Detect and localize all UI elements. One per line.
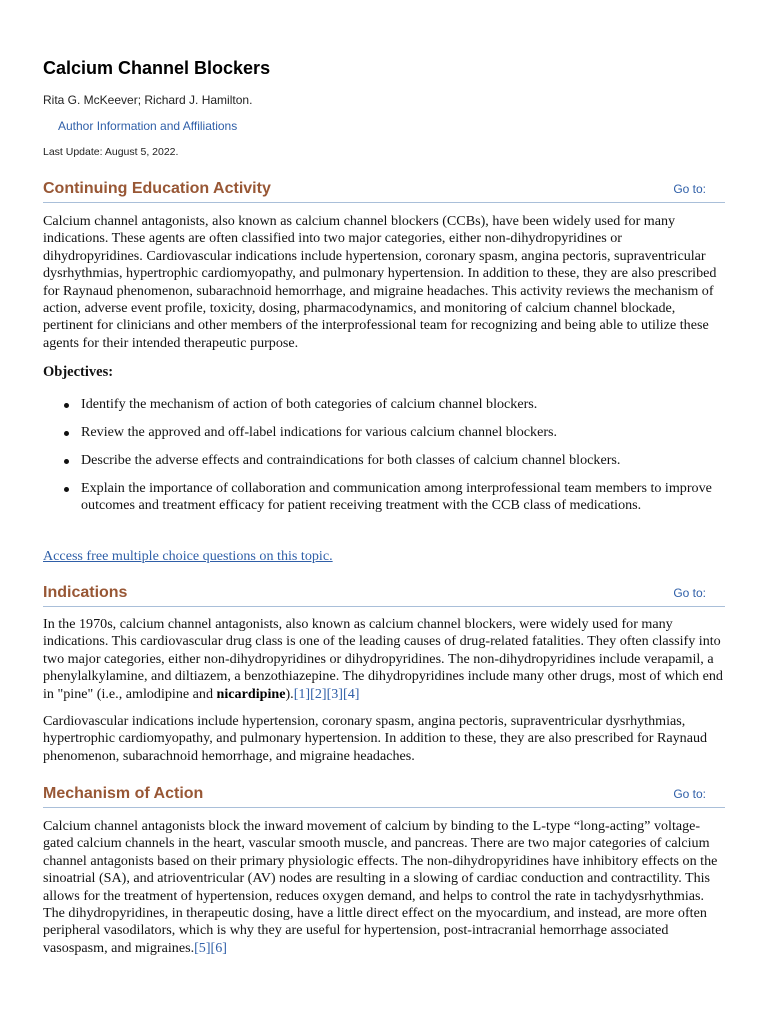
section-heading-continuing-education: Continuing Education Activity: [43, 180, 271, 197]
goto-link-mechanism[interactable]: Go to:: [673, 787, 706, 801]
goto-link-continuing-education[interactable]: Go to:: [673, 182, 706, 196]
objective-item: Describe the adverse effects and contraindications for both classes of calcium channel blockers.: [43, 452, 725, 469]
citation-link[interactable]: [3]: [326, 685, 343, 702]
objective-item: Explain the importance of collaboration and communication among interprofessional team members to improve outcomes and treatment efficacy for patient receiving treatment with the CCB class of medications.: [43, 480, 725, 515]
objective-item: Identify the mechanism of action of both categories of calcium channel blockers.: [43, 396, 725, 413]
last-update: Last Update: August 5, 2022.: [43, 146, 179, 158]
citation-link[interactable]: [6]: [210, 939, 227, 956]
objective-item: Review the approved and off-label indications for various calcium channel blockers.: [43, 424, 725, 441]
citation-link[interactable]: [4]: [343, 685, 360, 702]
nicardipine-bold: nicardipine: [216, 685, 286, 702]
citation-link[interactable]: [5]: [194, 939, 211, 956]
objectives-label: Objectives:: [43, 364, 114, 380]
section-header-indications: [43, 584, 725, 607]
citation-link[interactable]: [1]: [293, 685, 311, 702]
section-header-mechanism: [43, 785, 725, 808]
section-header-continuing-education: [43, 180, 725, 203]
indications-text: In the 1970s, calcium channel antagonists, also known as calcium channel blockers, were widely used for many indications. This cardiovascular drug class is one of the leading causes of drug-related fatalities. They often classify into two major categories, either non-dihydropyridines or dihydropyridines. The non-dihydropyridines include verapamil, a phenylalkylamine, and diltiazem, a benzothiazepine. The dihydropyridines include many other drugs, most of which end in "pine" (i.e., amlodipine and: [43, 616, 723, 702]
objectives-list: [43, 396, 725, 525]
citation-link[interactable]: [2]: [310, 685, 327, 702]
section-heading-indications: Indications: [43, 584, 128, 601]
indications-paragraph-2: Cardiovascular indications include hypertension, coronary spasm, angina pectoris, supraventricular dysrhythmias, hypertrophic cardiomyopathy, and pulmonary hypertension. In addition to these, they are also prescribed for Raynaud phenomenon, subarachnoid hemorrhage, and migraine headaches.: [43, 713, 708, 764]
mcq-link[interactable]: Access free multiple choice questions on this topic.: [43, 548, 333, 564]
authors: Rita G. McKeever; Richard J. Hamilton.: [43, 93, 253, 107]
page-title: Calcium Channel Blockers: [43, 58, 271, 78]
mechanism-text: Calcium channel antagonists block the inward movement of calcium by binding to the L-type “long-acting” voltage-gated calcium channels in the heart, vascular smooth muscle, and pancreas. There are two major categories of calcium channel antagonists based on their primary physiologic effects. The non-dihydropyridines have inhibitory effects on the sinoatrial (SA), and atrioventricular (AV) nodes are resulting in a slowing of cardiac conduction and contractility. This allows for the treatment of hypertension, reduces oxygen demand, and helps to control the rate in tachydysrhythmias. The dihydropyridines, in therapeutic dosing, have a little direct effect on the myocardium, and instead, are more often peripheral vasodilators, which is why they are useful for hypertension, post-intracranial hemorrhage associated vasospasm, and migraines.: [43, 818, 718, 956]
mechanism-paragraph: [43, 818, 725, 957]
goto-link-indications[interactable]: Go to:: [673, 586, 706, 600]
author-affiliations-link[interactable]: Author Information and Affiliations: [58, 119, 238, 133]
indications-paragraph-1: [43, 616, 725, 703]
section-heading-mechanism: Mechanism of Action: [43, 785, 204, 802]
continuing-education-paragraph: Calcium channel antagonists, also known as calcium channel blockers (CCBs), have been widely used for many indications. These agents are often classified into two major categories, either non-dihydropyridines or dihydropyridines. Cardiovascular indications include hypertension, coronary spasm, angina pectoris, supraventricular dysrhythmias, hypertrophic cardiomyopathy, and pulmonary hypertension. In addition to these, they are also prescribed for Raynaud phenomenon, subarachnoid hemorrhage, and migraine headaches. This activity reviews the mechanism of action, adverse event profile, toxicity, dosing, pharmacodynamics, and monitoring of calcium channel blockade, pertinent for clinicians and other members of the interprofessional team for recognizing and being able to utilize these agents for their intended therapeutic purpose.: [43, 213, 717, 351]
indications-text-end: ).: [285, 685, 294, 702]
